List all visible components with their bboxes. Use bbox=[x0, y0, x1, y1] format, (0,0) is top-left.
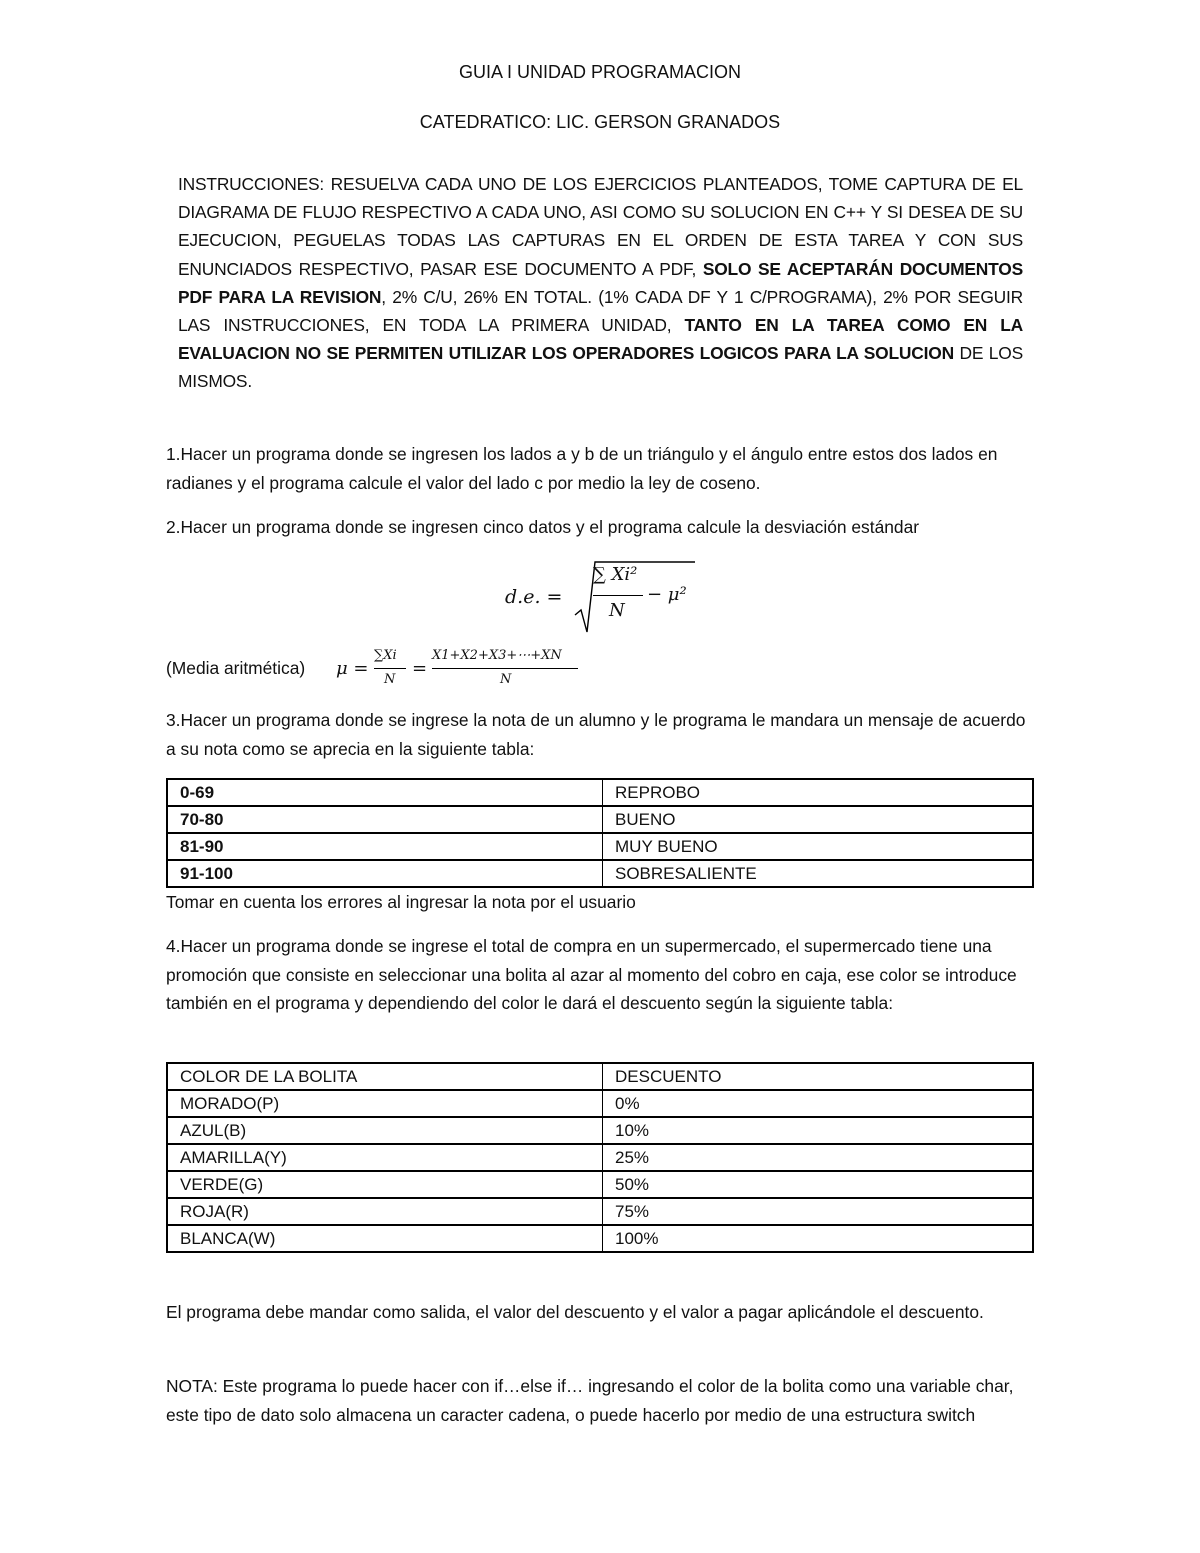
color-cell: MORADO(P) bbox=[167, 1090, 603, 1117]
color-cell: AZUL(B) bbox=[167, 1117, 603, 1144]
document-title: GUIA I UNIDAD PROGRAMACION bbox=[458, 62, 742, 82]
mean-formula bbox=[166, 648, 606, 694]
mean-num1: ∑Xi bbox=[374, 648, 397, 663]
table-row bbox=[167, 1198, 1033, 1225]
grade-range-cell: 81-90 bbox=[167, 833, 603, 860]
std-dev-formula bbox=[505, 556, 705, 636]
table-row bbox=[167, 1225, 1033, 1252]
formula-numerator: ∑ Xi² bbox=[593, 564, 638, 585]
table-row bbox=[167, 806, 1033, 833]
formula-lhs: d.e. = bbox=[505, 586, 563, 608]
table-row bbox=[167, 779, 1033, 806]
instructions-text-2: , 2% C/U, 26% EN TOTAL. (1% CADA DF Y 1 C/PROGRAMA), 2% POR SEGUIR LAS INSTRUCCIONES, EN TODA LA PRIMERA UNIDAD, bbox=[178, 286, 1023, 336]
color-cell: AMARILLA(Y) bbox=[167, 1144, 603, 1171]
grade-range-cell: 0-69 bbox=[167, 779, 603, 806]
instructions-bold-1: SOLO SE ACEPTARÁN DOCUMENTOS PDF PARA LA REVISION bbox=[178, 258, 1023, 307]
instructions-text-3: DE LOS MISMOS. bbox=[178, 343, 1023, 392]
grade-range-cell: 91-100 bbox=[167, 860, 603, 887]
discount-table bbox=[166, 1062, 1034, 1253]
grades-table bbox=[166, 778, 1034, 888]
teacher-line: CATEDRATICO: LIC. GERSON GRANADOS bbox=[419, 112, 781, 132]
grade-result-cell: MUY BUENO bbox=[603, 833, 1034, 860]
discount-header-cell: DESCUENTO bbox=[603, 1063, 1034, 1090]
mean-num2: X1+X2+X3+⋯+XN bbox=[432, 648, 562, 663]
fraction-bar bbox=[593, 595, 643, 596]
exercise-4: 4.Hacer un programa donde se ingrese el total de compra en un supermercado, el supermercado tiene una promoción que consiste en seleccionar una bolita al azar al momento del cobro en caja, ese color se introduce también en el programa y dependiendo del color le dará el descuento según la siguiente tabla: bbox=[166, 936, 1017, 1013]
table-row bbox=[167, 1117, 1033, 1144]
final-note: NOTA: Este programa lo puede hacer con if…else if… ingresando el color de la bolita como una variable char, este tipo de dato solo almacena un caracter cadena, o puede hacerlo por medio de una estructura switch bbox=[166, 1376, 1014, 1425]
exercise-3: 3.Hacer un programa donde se ingrese la nota de un alumno y le programa le mandara un mensaje de acuerdo a su nota como se aprecia en la siguiente tabla: bbox=[166, 710, 1026, 759]
discount-cell: 10% bbox=[603, 1117, 1034, 1144]
table-row bbox=[167, 1090, 1033, 1117]
color-cell: VERDE(G) bbox=[167, 1171, 603, 1198]
exercise-2: 2.Hacer un programa donde se ingresen cinco datos y el programa calcule la desviación estándar bbox=[166, 517, 920, 537]
table-row bbox=[167, 860, 1033, 887]
instructions-bold-2: TANTO EN LA TAREA COMO EN LA EVALUACION NO SE PERMITEN UTILIZAR LOS OPERADORES LOGICOS PARA LA SOLUCION bbox=[178, 315, 1023, 364]
output-note: El programa debe mandar como salida, el valor del descuento y el valor a pagar aplicándole el descuento. bbox=[166, 1302, 984, 1322]
mean-mu: μ = bbox=[336, 658, 369, 679]
mean-label: (Media aritmética) bbox=[166, 658, 306, 678]
formula-denominator: N bbox=[609, 600, 625, 621]
mean-eq: = bbox=[412, 658, 428, 679]
mean-den2: N bbox=[500, 672, 512, 687]
exercise-1: 1.Hacer un programa donde se ingresen los lados a y b de un triángulo y el ángulo entre estos dos lados en radianes y el programa calcule el valor del lado c por medio la ley de coseno. bbox=[166, 444, 998, 493]
mean-den1: N bbox=[384, 672, 396, 687]
mean-bar2 bbox=[432, 668, 578, 669]
instructions-text-1: INSTRUCCIONES: RESUELVA CADA UNO DE LOS EJERCICIOS PLANTEADOS, TOME CAPTURA DE EL DIAGRAMA DE FLUJO RESPECTIVO A CADA UNO, ASI COMO SU SOLUCION EN C++ Y SI DESEA DE SU EJECUCION, PEGUELAS TODAS LAS CAPTURAS EN EL ORDEN DE ESTA TAREA Y CON SUS ENUNCIADOS RESPECTIVO, PASAR ESE DOCUMENTO A PDF, bbox=[178, 174, 1023, 279]
discount-cell: 0% bbox=[603, 1090, 1034, 1117]
mean-bar1 bbox=[374, 668, 406, 669]
table-header-row bbox=[167, 1063, 1033, 1090]
color-header-cell: COLOR DE LA BOLITA bbox=[167, 1063, 603, 1090]
color-cell: ROJA(R) bbox=[167, 1198, 603, 1225]
table-row bbox=[167, 833, 1033, 860]
grade-result-cell: REPROBO bbox=[603, 779, 1034, 806]
table-row bbox=[167, 1171, 1033, 1198]
discount-cell: 25% bbox=[603, 1144, 1034, 1171]
instructions-paragraph bbox=[178, 170, 1023, 396]
grade-range-cell: 70-80 bbox=[167, 806, 603, 833]
discount-cell: 100% bbox=[603, 1225, 1034, 1252]
grade-result-cell: SOBRESALIENTE bbox=[603, 860, 1034, 887]
discount-cell: 75% bbox=[603, 1198, 1034, 1225]
color-cell: BLANCA(W) bbox=[167, 1225, 603, 1252]
discount-cell: 50% bbox=[603, 1171, 1034, 1198]
formula-tail: − μ² bbox=[647, 584, 687, 605]
grades-note: Tomar en cuenta los errores al ingresar la nota por el usuario bbox=[166, 892, 636, 912]
grade-result-cell: BUENO bbox=[603, 806, 1034, 833]
table-row bbox=[167, 1144, 1033, 1171]
